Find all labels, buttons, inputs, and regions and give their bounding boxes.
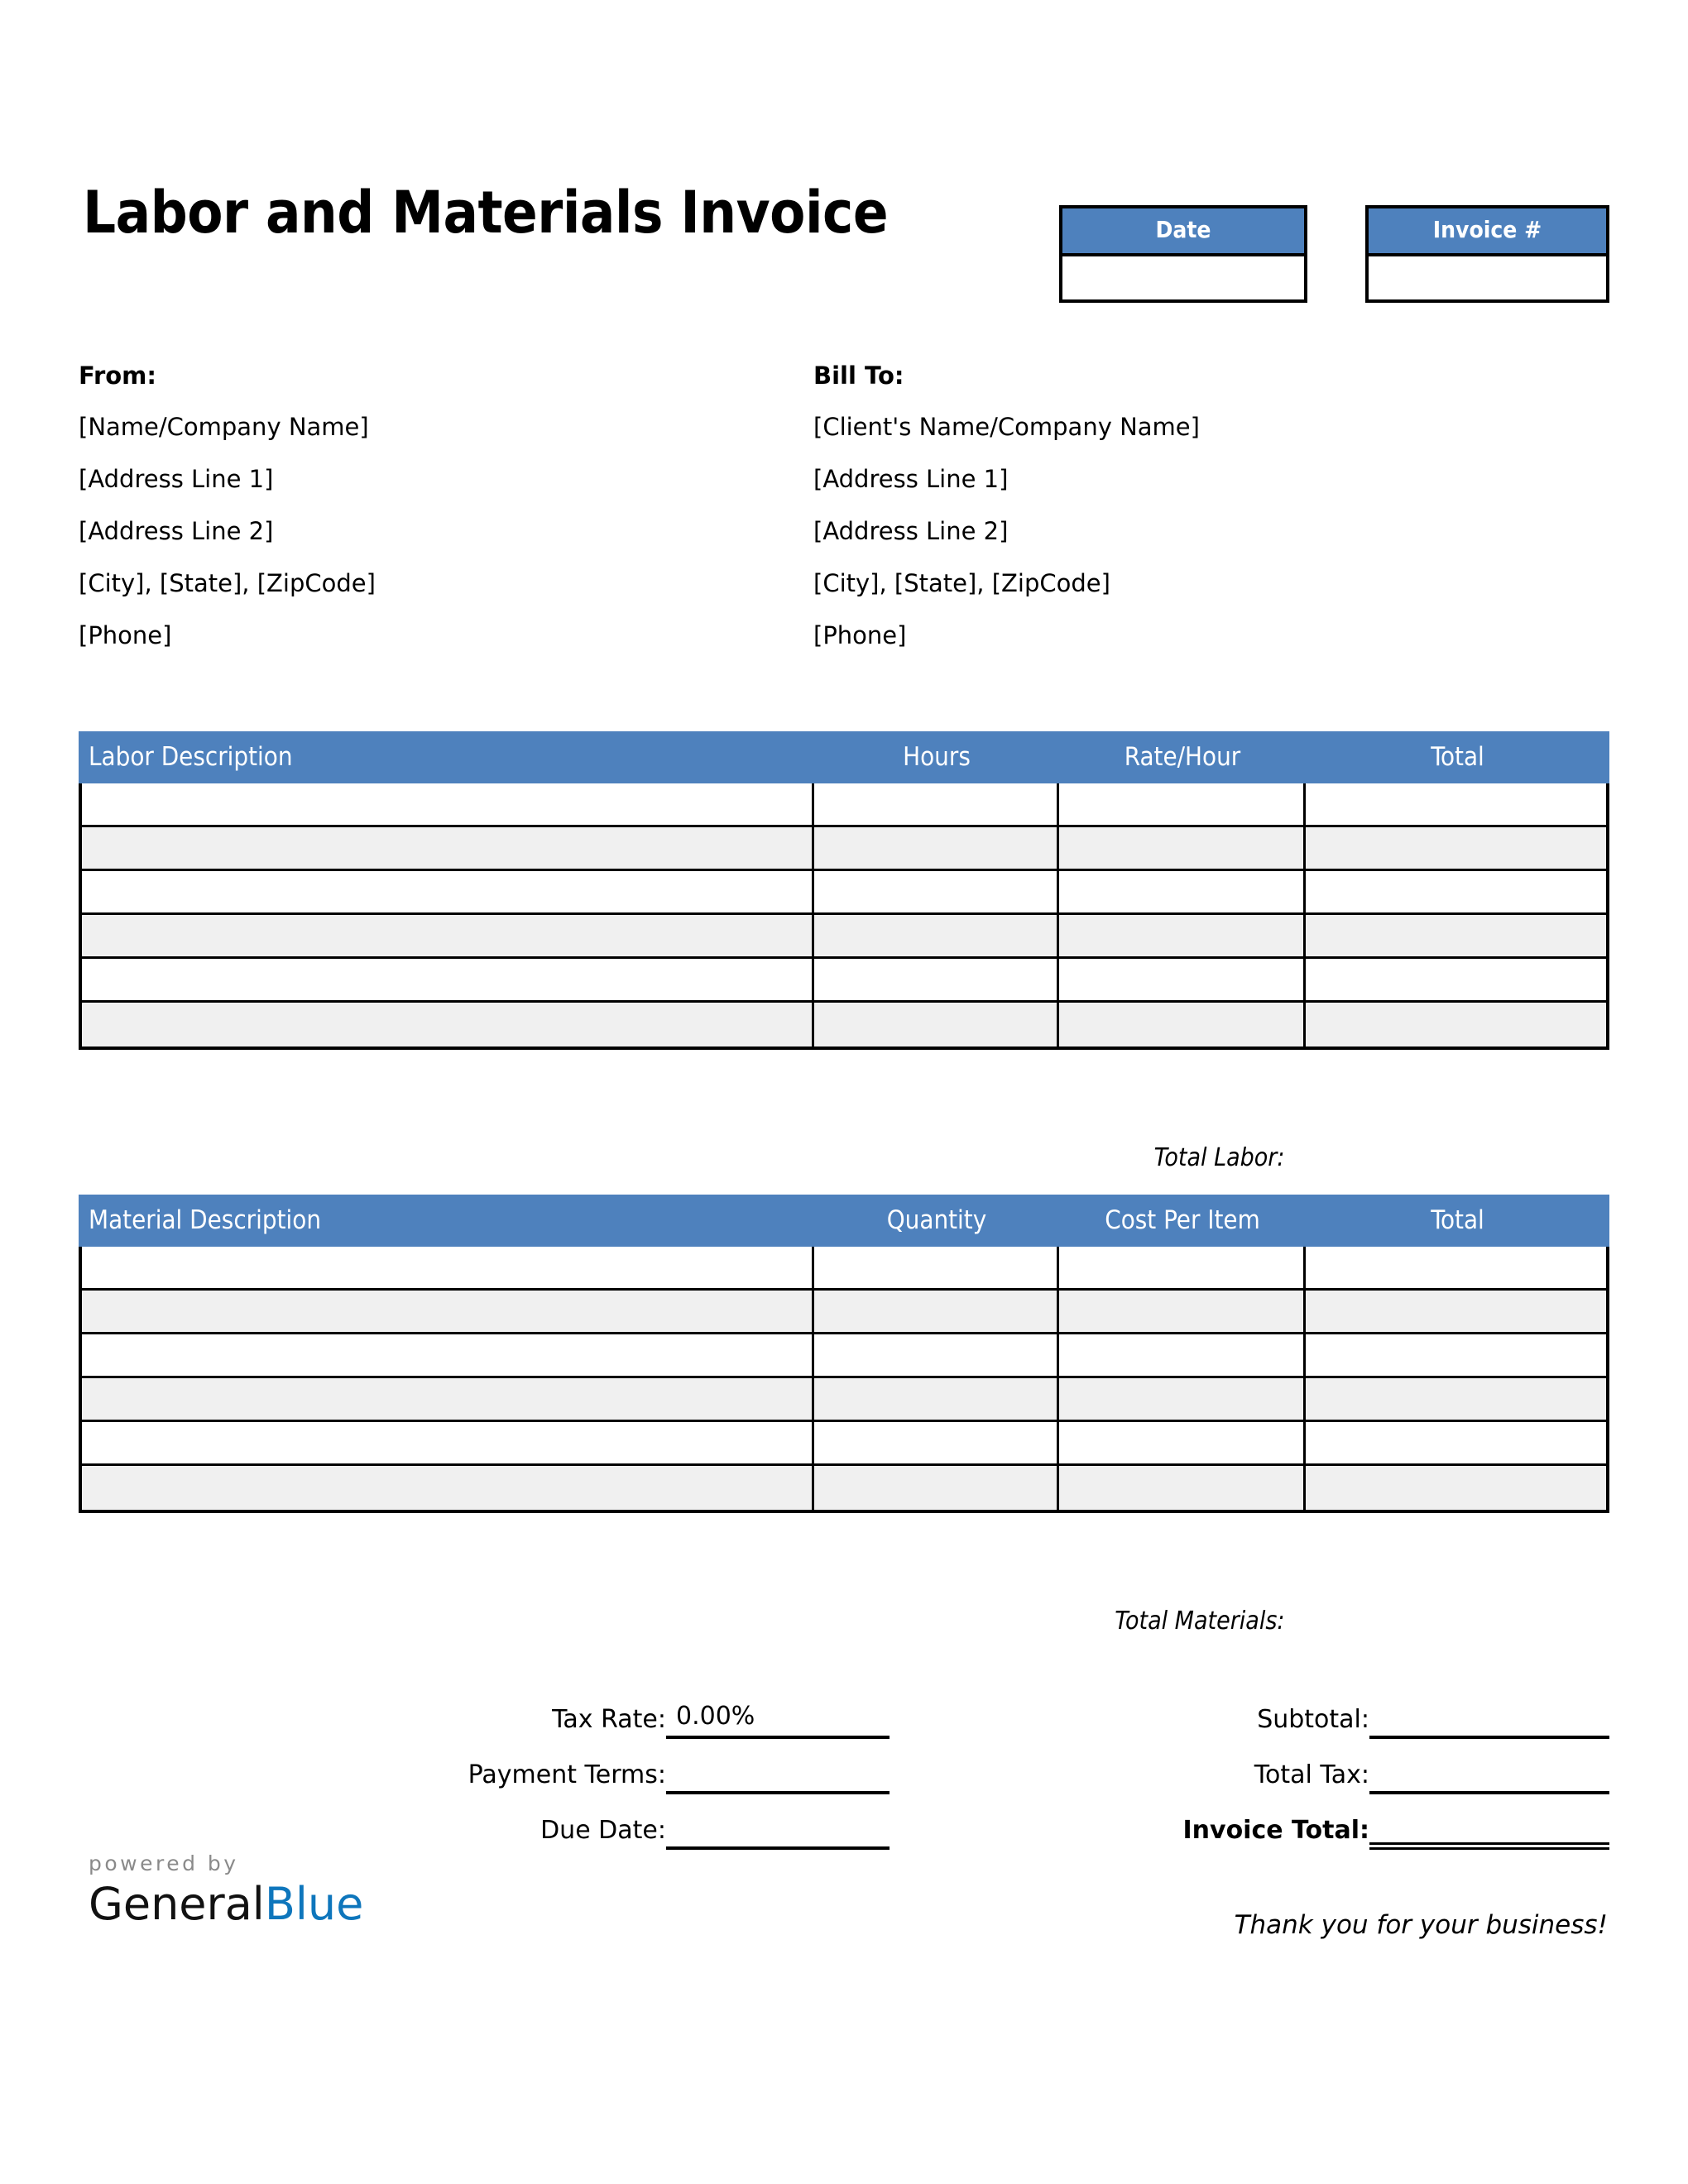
- material-cell-description[interactable]: [82, 1334, 814, 1376]
- material-cell-total[interactable]: [1306, 1334, 1606, 1376]
- material-cell-total[interactable]: [1306, 1247, 1606, 1288]
- from-line-5[interactable]: [Phone]: [79, 621, 172, 649]
- material-col-total: Total: [1431, 1205, 1484, 1235]
- total-labor-label: Total Labor:: [1153, 1143, 1285, 1172]
- material-cell-description[interactable]: [82, 1422, 814, 1463]
- labor-cell-description[interactable]: [82, 871, 814, 912]
- material-cell-description[interactable]: [82, 1291, 814, 1332]
- table-row: [82, 783, 1606, 827]
- due-date-label: Due Date:: [540, 1816, 666, 1845]
- labor-cell-description[interactable]: [82, 959, 814, 1000]
- material-cell-quantity[interactable]: [814, 1334, 1059, 1376]
- labor-cell-rate[interactable]: [1059, 959, 1306, 1000]
- labor-cell-rate[interactable]: [1059, 783, 1306, 825]
- date-label: Date: [1062, 208, 1304, 256]
- labor-col-total: Total: [1431, 742, 1484, 772]
- table-row: [82, 1003, 1606, 1046]
- material-cell-cost[interactable]: [1059, 1247, 1306, 1288]
- labor-table-body: [79, 783, 1609, 1050]
- payment-terms-row: [352, 1739, 898, 1794]
- labor-cell-hours[interactable]: [814, 959, 1059, 1000]
- material-cell-cost[interactable]: [1059, 1466, 1306, 1510]
- labor-col-rate: Rate/Hour: [1124, 742, 1241, 772]
- labor-col-description: Labor Description: [89, 742, 293, 772]
- invoice-total-label: Invoice Total:: [1182, 1816, 1369, 1845]
- labor-cell-rate[interactable]: [1059, 871, 1306, 912]
- tax-rate-row: [352, 1684, 898, 1739]
- brand-general-text: General: [89, 1878, 265, 1930]
- material-cell-quantity[interactable]: [814, 1291, 1059, 1332]
- subtotal-value[interactable]: [1369, 1729, 1609, 1739]
- material-cell-description[interactable]: [82, 1466, 814, 1510]
- from-line-2[interactable]: [Address Line 1]: [79, 465, 274, 493]
- bill-to-line-2[interactable]: [Address Line 1]: [813, 465, 1009, 493]
- material-cell-total[interactable]: [1306, 1378, 1606, 1420]
- material-cell-cost[interactable]: [1059, 1422, 1306, 1463]
- subtotal-row: [1005, 1684, 1609, 1739]
- payment-terms-input[interactable]: [666, 1784, 890, 1794]
- labor-cell-rate[interactable]: [1059, 1003, 1306, 1046]
- labor-col-hours: Hours: [903, 742, 971, 772]
- labor-cell-total[interactable]: [1306, 783, 1606, 825]
- total-materials-label: Total Materials:: [1115, 1607, 1285, 1636]
- summary-section: [79, 1684, 1609, 1845]
- labor-cell-hours[interactable]: [814, 1003, 1059, 1046]
- total-tax-row: [1005, 1739, 1609, 1794]
- bill-to-label: Bill To:: [813, 362, 904, 390]
- material-table-header: [79, 1195, 1609, 1247]
- material-cell-cost[interactable]: [1059, 1334, 1306, 1376]
- generalblue-logo: [89, 1851, 364, 1930]
- material-cell-total[interactable]: [1306, 1422, 1606, 1463]
- material-table: [79, 1195, 1609, 1513]
- table-row: [82, 1334, 1606, 1378]
- material-cell-quantity[interactable]: [814, 1378, 1059, 1420]
- total-tax-label: Total Tax:: [1254, 1760, 1369, 1789]
- material-table-body: [79, 1247, 1609, 1513]
- table-row: [82, 959, 1606, 1003]
- labor-cell-total[interactable]: [1306, 959, 1606, 1000]
- material-cell-cost[interactable]: [1059, 1291, 1306, 1332]
- from-label: From:: [79, 362, 156, 390]
- page-title: Labor and Materials Invoice: [83, 179, 889, 247]
- invoice-total-value[interactable]: [1369, 1836, 1609, 1850]
- page-footer: [79, 1853, 1609, 1985]
- table-row: [82, 1466, 1606, 1510]
- brand-blue-text: Blue: [264, 1878, 364, 1930]
- table-row: [82, 871, 1606, 915]
- material-cell-description[interactable]: [82, 1378, 814, 1420]
- labor-table-header: [79, 731, 1609, 783]
- table-row: [82, 1291, 1606, 1334]
- powered-by-label: powered by: [89, 1851, 239, 1875]
- from-line-3[interactable]: [Address Line 2]: [79, 517, 274, 545]
- material-cell-total[interactable]: [1306, 1466, 1606, 1510]
- labor-cell-total[interactable]: [1306, 1003, 1606, 1046]
- labor-cell-hours[interactable]: [814, 827, 1059, 869]
- labor-cell-description[interactable]: [82, 915, 814, 956]
- date-box: [1059, 205, 1307, 303]
- total-tax-value[interactable]: [1369, 1784, 1609, 1794]
- labor-table: [79, 731, 1609, 1050]
- table-row: [82, 1378, 1606, 1422]
- invoice-number-input[interactable]: [1369, 256, 1606, 299]
- bill-to-line-5[interactable]: [Phone]: [813, 621, 907, 649]
- due-date-input[interactable]: [666, 1840, 890, 1850]
- material-cell-quantity[interactable]: [814, 1247, 1059, 1288]
- material-col-quantity: Quantity: [886, 1205, 987, 1235]
- table-row: [82, 915, 1606, 959]
- labor-cell-description[interactable]: [82, 827, 814, 869]
- labor-cell-total[interactable]: [1306, 871, 1606, 912]
- thank-you-message: Thank you for your business!: [1234, 1910, 1608, 1940]
- tax-rate-input[interactable]: 0.00%: [666, 1704, 890, 1739]
- invoice-total-row: [1005, 1794, 1609, 1850]
- bill-to-line-1[interactable]: [Client's Name/Company Name]: [813, 413, 1200, 441]
- labor-cell-total[interactable]: [1306, 915, 1606, 956]
- material-cell-description[interactable]: [82, 1247, 814, 1288]
- summary-left-column: [352, 1684, 898, 1850]
- labor-cell-hours[interactable]: [814, 783, 1059, 825]
- from-line-1[interactable]: [Name/Company Name]: [79, 413, 369, 441]
- tax-rate-label: Tax Rate:: [552, 1705, 666, 1734]
- table-row: [82, 827, 1606, 871]
- subtotal-label: Subtotal:: [1257, 1705, 1369, 1734]
- bill-to-block: [813, 364, 1475, 648]
- payment-terms-label: Payment Terms:: [468, 1760, 666, 1789]
- labor-cell-rate[interactable]: [1059, 915, 1306, 956]
- material-cell-total[interactable]: [1306, 1291, 1606, 1332]
- labor-cell-hours[interactable]: [814, 915, 1059, 956]
- material-cell-cost[interactable]: [1059, 1378, 1306, 1420]
- material-cell-quantity[interactable]: [814, 1466, 1059, 1510]
- labor-cell-description[interactable]: [82, 1003, 814, 1046]
- table-row: [82, 1422, 1606, 1466]
- labor-cell-rate[interactable]: [1059, 827, 1306, 869]
- labor-cell-hours[interactable]: [814, 871, 1059, 912]
- invoice-number-label: Invoice #: [1369, 208, 1606, 256]
- due-date-row: [352, 1794, 898, 1850]
- summary-right-column: [1005, 1684, 1609, 1850]
- total-labor-row: [79, 1143, 1609, 1172]
- material-col-cost: Cost Per Item: [1105, 1205, 1260, 1235]
- invoice-number-box: [1365, 205, 1609, 303]
- date-input[interactable]: [1062, 256, 1304, 299]
- material-col-description: Material Description: [89, 1205, 321, 1235]
- bill-to-line-4[interactable]: [City], [State], [ZipCode]: [813, 569, 1110, 597]
- material-cell-quantity[interactable]: [814, 1422, 1059, 1463]
- from-block: [79, 364, 741, 648]
- labor-cell-total[interactable]: [1306, 827, 1606, 869]
- invoice-header: [79, 174, 1609, 306]
- total-materials-row: [79, 1609, 1609, 1634]
- brand-wordmark: [89, 1878, 364, 1930]
- labor-cell-description[interactable]: [82, 783, 814, 825]
- from-line-4[interactable]: [City], [State], [ZipCode]: [79, 569, 376, 597]
- bill-to-line-3[interactable]: [Address Line 2]: [813, 517, 1009, 545]
- table-row: [82, 1247, 1606, 1291]
